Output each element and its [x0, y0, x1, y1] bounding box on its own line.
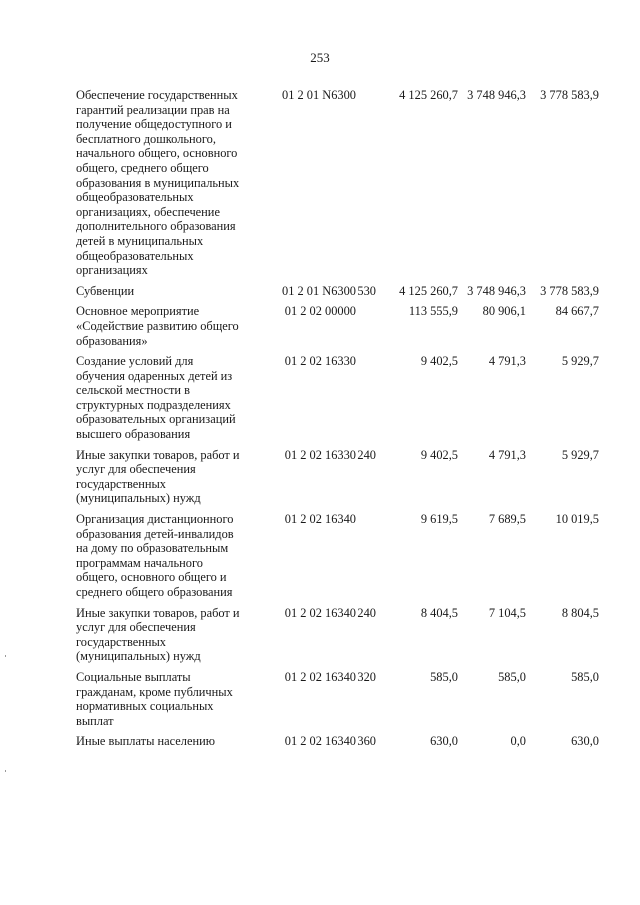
- row-amount-1-cell: 8 404,5: [420, 605, 458, 620]
- row-amount-3-cell: 630,0: [571, 734, 599, 749]
- table-row: [76, 606, 608, 664]
- row-amount-3-cell: 84 667,7: [555, 304, 599, 319]
- budget-table: [76, 88, 608, 755]
- row-amount-1-cell: 4 125 260,7: [399, 88, 458, 102]
- row-amount-1-cell: 9 402,5: [420, 354, 458, 369]
- table-row: [76, 734, 608, 749]
- row-amount-3-cell: 3 778 583,9: [540, 283, 599, 298]
- row-expense-type-cell: 240: [357, 605, 376, 620]
- row-name-cell: Основное мероприятие «Содействие развитию общего образования»: [76, 304, 239, 348]
- row-amount-1-cell: 630,0: [430, 734, 458, 749]
- row-amount-2-cell: 0,0: [510, 734, 526, 749]
- row-amount-2-cell: 80 906,1: [482, 304, 526, 319]
- table-row: [76, 512, 608, 600]
- row-code-cell: 01 2 02 16340: [284, 605, 356, 620]
- table-row: [76, 448, 608, 506]
- row-code-cell: 01 2 01 N6300: [282, 88, 356, 102]
- row-name-cell: Создание условий для обучения одаренных детей из сельской местности в структурных подразделениях образовательных организаций высшего образования: [76, 354, 236, 442]
- row-amount-3-cell: 585,0: [571, 669, 599, 684]
- row-amount-3-cell: 5 929,7: [561, 354, 599, 369]
- row-code-cell: 01 2 02 16340: [284, 669, 356, 684]
- table-row: [76, 670, 608, 728]
- row-name-cell: Иные закупки товаров, работ и услуг для обеспечения государственных (муниципальных) нужд: [76, 447, 240, 506]
- row-amount-1-cell: 4 125 260,7: [399, 283, 458, 298]
- row-amount-3-cell: 10 019,5: [555, 512, 599, 527]
- row-code-cell: 01 2 02 00000: [284, 304, 356, 319]
- row-amount-2-cell: 4 791,3: [488, 447, 526, 462]
- row-amount-2-cell: 4 791,3: [488, 354, 526, 369]
- row-expense-type-cell: 530: [357, 283, 376, 298]
- row-name-cell: Организация дистанционного образования детей-инвалидов на дому по образовательным программам начального общего, основного общего и среднего общего образования: [76, 512, 234, 599]
- table-row: [76, 88, 608, 278]
- row-amount-2-cell: 7 689,5: [488, 512, 526, 527]
- row-amount-1-cell: 585,0: [430, 669, 458, 684]
- row-amount-1-cell: 9 402,5: [420, 447, 458, 462]
- row-code-cell: 01 2 01 N6300: [282, 283, 356, 298]
- row-name-cell: Социальные выплаты гражданам, кроме публичных нормативных социальных выплат: [76, 669, 233, 728]
- table-row: [76, 284, 608, 299]
- row-name-cell: Иные выплаты населению: [76, 734, 215, 749]
- row-expense-type-cell: 320: [357, 669, 376, 684]
- row-amount-1-cell: 9 619,5: [420, 512, 458, 527]
- row-expense-type-cell: 360: [357, 734, 376, 749]
- row-amount-3-cell: 5 929,7: [561, 447, 599, 462]
- row-name-cell: Иные закупки товаров, работ и услуг для обеспечения государственных (муниципальных) нужд: [76, 605, 240, 664]
- scan-margin-mark: [5, 770, 6, 772]
- row-amount-2-cell: 585,0: [498, 669, 526, 684]
- row-amount-2-cell: 3 748 946,3: [467, 283, 526, 298]
- page-number: 253: [310, 50, 330, 65]
- table-row: [76, 304, 608, 348]
- row-amount-2-cell: 7 104,5: [488, 605, 526, 620]
- row-code-cell: 01 2 02 16340: [284, 512, 356, 527]
- row-code-cell: 01 2 02 16330: [284, 447, 356, 462]
- table-row: [76, 354, 608, 442]
- row-amount-3-cell: 3 778 583,9: [540, 88, 599, 102]
- scan-margin-mark: [5, 655, 6, 657]
- row-code-cell: 01 2 02 16330: [284, 354, 356, 369]
- row-amount-1-cell: 113 555,9: [408, 304, 458, 319]
- row-amount-3-cell: 8 804,5: [561, 605, 599, 620]
- row-code-cell: 01 2 02 16340: [284, 734, 356, 749]
- row-amount-2-cell: 3 748 946,3: [467, 88, 526, 102]
- row-name-cell: Обеспечение государственных гарантий реализации прав на получение общедоступного и бесплатного дошкольного, начального общего, основного общего, среднего общего образования в муниципальных общеобразовательных организациях, обеспечение дополнительного образования детей в муниципальных общеобразовательных организациях: [76, 88, 240, 278]
- row-name-cell: Субвенции: [76, 283, 135, 298]
- row-expense-type-cell: 240: [357, 447, 376, 462]
